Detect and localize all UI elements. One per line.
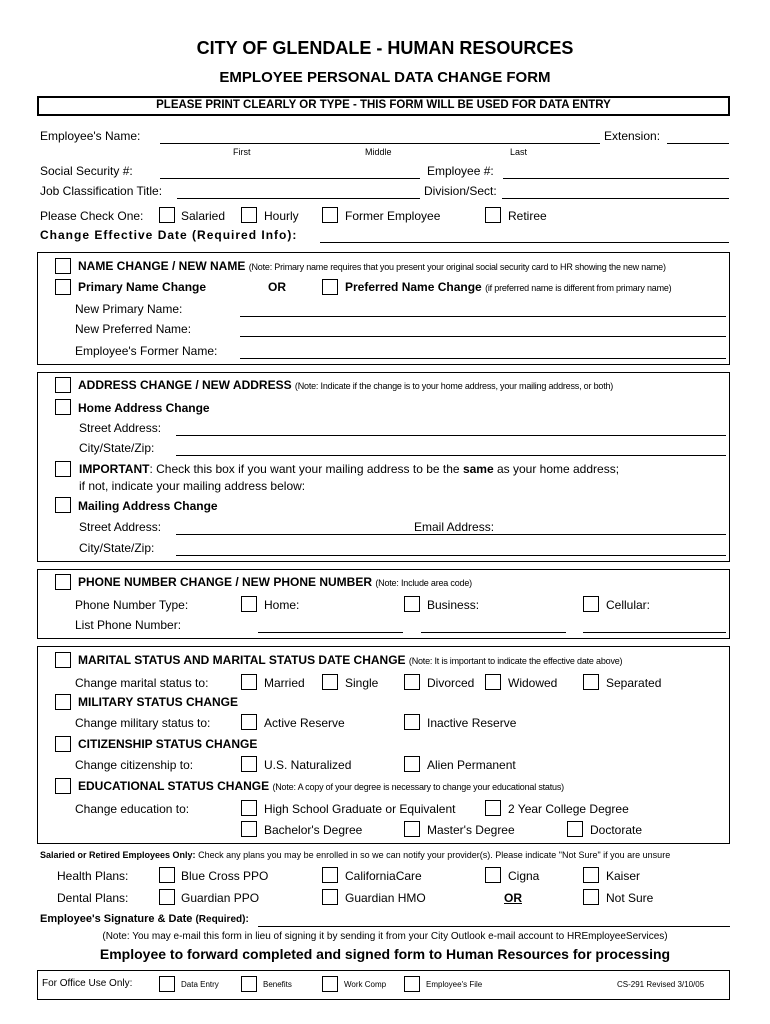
- first-caption: First: [233, 147, 251, 157]
- address-change-title: ADDRESS CHANGE / NEW ADDRESS: [78, 378, 292, 392]
- married-checkbox[interactable]: [241, 674, 257, 690]
- education-change-checkbox[interactable]: [55, 778, 71, 794]
- guardian-ppo-checkbox[interactable]: [159, 889, 175, 905]
- dental-or-label: OR: [504, 891, 522, 905]
- business-phone-label: Business:: [427, 598, 480, 612]
- name-change-note: (Note: Primary name requires that you present your original social security card to HR showing the new name): [248, 262, 666, 272]
- marital-change-heading: [78, 653, 622, 667]
- cellular-phone-checkbox[interactable]: [583, 596, 599, 612]
- cigna-checkbox[interactable]: [485, 867, 501, 883]
- home-address-label: Home Address Change: [78, 401, 210, 415]
- separated-checkbox[interactable]: [583, 674, 599, 690]
- employee-file-label: Employee's File: [426, 980, 483, 989]
- form-subtitle: EMPLOYEE PERSONAL DATA CHANGE FORM: [219, 69, 551, 86]
- same-address-checkbox[interactable]: [55, 461, 71, 477]
- business-phone-checkbox[interactable]: [404, 596, 420, 612]
- former-employee-checkbox[interactable]: [322, 207, 338, 223]
- alien-permanent-checkbox[interactable]: [404, 756, 420, 772]
- not-sure-label: Not Sure: [606, 891, 654, 905]
- former-employee-label: Former Employee: [345, 209, 441, 223]
- citizenship-change-title: CITIZENSHIP STATUS CHANGE: [78, 737, 258, 751]
- cigna-label: Cigna: [508, 869, 540, 883]
- email-address-label: Email Address:: [414, 520, 495, 534]
- inactive-reserve-label: Inactive Reserve: [427, 716, 517, 730]
- californiacare-checkbox[interactable]: [322, 867, 338, 883]
- name-or-label: OR: [268, 280, 286, 294]
- signature-required: (Required):: [195, 914, 249, 925]
- active-reserve-checkbox[interactable]: [241, 714, 257, 730]
- citizenship-change-checkbox[interactable]: [55, 736, 71, 752]
- blue-cross-label: Blue Cross PPO: [181, 869, 269, 883]
- naturalized-label: U.S. Naturalized: [264, 758, 352, 772]
- important-desc: : Check this box if you want your mailing address to be the: [149, 462, 463, 476]
- home-phone-field[interactable]: [258, 632, 403, 633]
- benefits-office-checkbox[interactable]: [241, 976, 257, 992]
- preferred-name-heading: [345, 280, 671, 294]
- employee-name-label: Employee's Name:: [40, 129, 141, 143]
- master-checkbox[interactable]: [404, 821, 420, 837]
- new-primary-name-label: New Primary Name:: [75, 302, 183, 316]
- form-id: CS-291 Revised 3/10/05: [617, 980, 705, 989]
- health-plans-label: Health Plans:: [57, 869, 129, 883]
- salaried-label: Salaried: [181, 209, 226, 223]
- benefits-office-label: Benefits: [263, 980, 292, 989]
- guardian-ppo-label: Guardian PPO: [181, 891, 260, 905]
- single-checkbox[interactable]: [322, 674, 338, 690]
- work-comp-label: Work Comp: [344, 980, 387, 989]
- mailing-street-field[interactable]: [176, 534, 726, 535]
- benefits-intro-bold: Salaried or Retired Employees Only:: [40, 850, 196, 860]
- divorced-checkbox[interactable]: [404, 674, 420, 690]
- signature-label-group: [40, 913, 249, 925]
- new-preferred-name-field[interactable]: [240, 336, 726, 337]
- phone-change-checkbox[interactable]: [55, 574, 71, 590]
- name-change-checkbox[interactable]: [55, 258, 71, 274]
- benefits-intro-text: Check any plans you may be enrolled in so we can notify your provider(s). Please indicate "Not Sure" if you are unsure: [195, 850, 671, 860]
- alien-permanent-label: Alien Permanent: [427, 758, 516, 772]
- guardian-hmo-label: Guardian HMO: [345, 891, 426, 905]
- high-school-checkbox[interactable]: [241, 800, 257, 816]
- hourly-checkbox[interactable]: [241, 207, 257, 223]
- phone-change-note: (Note: Include area code): [375, 578, 472, 588]
- master-label: Master's Degree: [427, 823, 515, 837]
- last-caption: Last: [510, 147, 528, 157]
- cellular-phone-label: Cellular:: [606, 598, 651, 612]
- check-one-label: Please Check One:: [40, 209, 144, 223]
- name-change-heading: [78, 259, 666, 273]
- marital-change-title: MARITAL STATUS AND MARITAL STATUS DATE CHANGE: [78, 653, 406, 667]
- important-line2: if not, indicate your mailing address below:: [79, 479, 306, 493]
- military-to-label: Change military status to:: [75, 716, 211, 730]
- naturalized-checkbox[interactable]: [241, 756, 257, 772]
- blue-cross-checkbox[interactable]: [159, 867, 175, 883]
- ssn-field[interactable]: [160, 178, 420, 179]
- bachelor-label: Bachelor's Degree: [264, 823, 363, 837]
- marital-to-label: Change marital status to:: [75, 676, 209, 690]
- forward-instruction: Employee to forward completed and signed form to Human Resources for processing: [99, 946, 671, 962]
- mailing-address-label: Mailing Address Change: [78, 499, 218, 513]
- division-field[interactable]: [502, 198, 729, 199]
- important-desc-end: as your home address;: [493, 462, 620, 476]
- inactive-reserve-checkbox[interactable]: [404, 714, 420, 730]
- bachelor-checkbox[interactable]: [241, 821, 257, 837]
- address-change-heading: [78, 378, 613, 392]
- office-use-label: For Office Use Only:: [42, 978, 133, 989]
- employee-name-field[interactable]: [160, 143, 600, 144]
- two-year-degree-label: 2 Year College Degree: [508, 802, 629, 816]
- list-phone-label: List Phone Number:: [75, 618, 182, 632]
- marital-change-note: (Note: It is important to indicate the effective date above): [408, 656, 623, 666]
- preferred-name-label: Preferred Name Change: [345, 280, 482, 294]
- employee-number-label: Employee #:: [427, 164, 494, 178]
- home-phone-label: Home:: [264, 598, 300, 612]
- instructions-banner: [37, 96, 730, 116]
- californiacare-label: CaliforniaCare: [345, 869, 422, 883]
- address-change-checkbox[interactable]: [55, 377, 71, 393]
- new-primary-name-field[interactable]: [240, 316, 726, 317]
- ssn-label: Social Security #:: [40, 164, 133, 178]
- hourly-label: Hourly: [264, 209, 299, 223]
- divorced-label: Divorced: [427, 676, 475, 690]
- mailing-city-label: City/State/Zip:: [79, 541, 155, 555]
- preferred-name-checkbox[interactable]: [322, 279, 338, 295]
- salaried-checkbox[interactable]: [159, 207, 175, 223]
- citizenship-to-label: Change citizenship to:: [75, 758, 194, 772]
- division-label: Division/Sect:: [424, 184, 497, 198]
- signature-note: (Note: You may e-mail this form in lieu of signing it by sending it from your City Outlook e-mail account to HREmployeeServices): [102, 931, 668, 942]
- retiree-checkbox[interactable]: [485, 207, 501, 223]
- education-change-heading: [78, 779, 564, 793]
- primary-name-checkbox[interactable]: [55, 279, 71, 295]
- military-change-checkbox[interactable]: [55, 694, 71, 710]
- name-change-title: NAME CHANGE / NEW NAME: [78, 259, 246, 273]
- former-name-label: Employee's Former Name:: [75, 344, 218, 358]
- street-address-label: Street Address:: [79, 421, 162, 435]
- page-title: CITY OF GLENDALE - HUMAN RESOURCES: [196, 38, 574, 58]
- retiree-label: Retiree: [508, 209, 547, 223]
- important-label: IMPORTANT: [79, 462, 150, 476]
- cellular-phone-field[interactable]: [583, 632, 726, 633]
- mailing-city-field[interactable]: [176, 555, 726, 556]
- home-address-checkbox[interactable]: [55, 399, 71, 415]
- signature-label: Employee's Signature & Date: [40, 913, 193, 925]
- job-class-label: Job Classification Title:: [40, 184, 163, 198]
- effective-date-label: Change Effective Date (Required Info):: [40, 228, 298, 242]
- widowed-checkbox[interactable]: [485, 674, 501, 690]
- business-phone-field[interactable]: [421, 632, 566, 633]
- military-change-title: MILITARY STATUS CHANGE: [78, 695, 238, 709]
- doctorate-checkbox[interactable]: [567, 821, 583, 837]
- active-reserve-label: Active Reserve: [264, 716, 345, 730]
- important-same: same: [462, 462, 494, 476]
- employee-number-field[interactable]: [503, 178, 729, 179]
- extension-label: Extension:: [604, 129, 661, 143]
- guardian-hmo-checkbox[interactable]: [322, 889, 338, 905]
- kaiser-label: Kaiser: [606, 869, 641, 883]
- doctorate-label: Doctorate: [590, 823, 643, 837]
- data-entry-checkbox[interactable]: [159, 976, 175, 992]
- benefits-intro: [40, 850, 670, 860]
- job-class-field[interactable]: [177, 198, 420, 199]
- preferred-name-note: (if preferred name is different from primary name): [485, 283, 672, 293]
- two-year-degree-checkbox[interactable]: [485, 800, 501, 816]
- mailing-address-checkbox[interactable]: [55, 497, 71, 513]
- former-name-field[interactable]: [240, 358, 726, 359]
- mailing-street-label: Street Address:: [79, 520, 162, 534]
- effective-date-field[interactable]: [320, 242, 729, 243]
- home-city-field[interactable]: [176, 455, 726, 456]
- education-to-label: Change education to:: [75, 802, 190, 816]
- education-change-note: (Note: A copy of your degree is necessary to change your educational status): [272, 782, 564, 792]
- widowed-label: Widowed: [508, 676, 558, 690]
- address-change-note: (Note: Indicate if the change is to your home address, your mailing address, or both): [294, 381, 614, 391]
- single-label: Single: [345, 676, 379, 690]
- primary-name-label: Primary Name Change: [78, 280, 207, 294]
- high-school-label: High School Graduate or Equivalent: [264, 802, 456, 816]
- important-text: [79, 462, 619, 476]
- not-sure-checkbox[interactable]: [583, 889, 599, 905]
- home-phone-checkbox[interactable]: [241, 596, 257, 612]
- signature-field[interactable]: [258, 926, 730, 927]
- separated-label: Separated: [606, 676, 662, 690]
- phone-change-heading: [78, 575, 472, 589]
- middle-caption: Middle: [365, 147, 392, 157]
- banner-text: PLEASE PRINT CLEARLY OR TYPE - THIS FORM WILL BE USED FOR DATA ENTRY: [156, 99, 611, 111]
- work-comp-checkbox[interactable]: [322, 976, 338, 992]
- new-preferred-name-label: New Preferred Name:: [75, 322, 192, 336]
- education-change-title: EDUCATIONAL STATUS CHANGE: [78, 779, 270, 793]
- phone-change-title: PHONE NUMBER CHANGE / NEW PHONE NUMBER: [78, 575, 373, 589]
- home-street-field[interactable]: [176, 435, 726, 436]
- kaiser-checkbox[interactable]: [583, 867, 599, 883]
- marital-change-checkbox[interactable]: [55, 652, 71, 668]
- extension-field[interactable]: [667, 143, 729, 144]
- data-entry-label: Data Entry: [181, 980, 219, 989]
- city-state-zip-label: City/State/Zip:: [79, 441, 155, 455]
- phone-type-label: Phone Number Type:: [75, 598, 189, 612]
- married-label: Married: [264, 676, 305, 690]
- dental-plans-label: Dental Plans:: [57, 891, 129, 905]
- employee-file-checkbox[interactable]: [404, 976, 420, 992]
